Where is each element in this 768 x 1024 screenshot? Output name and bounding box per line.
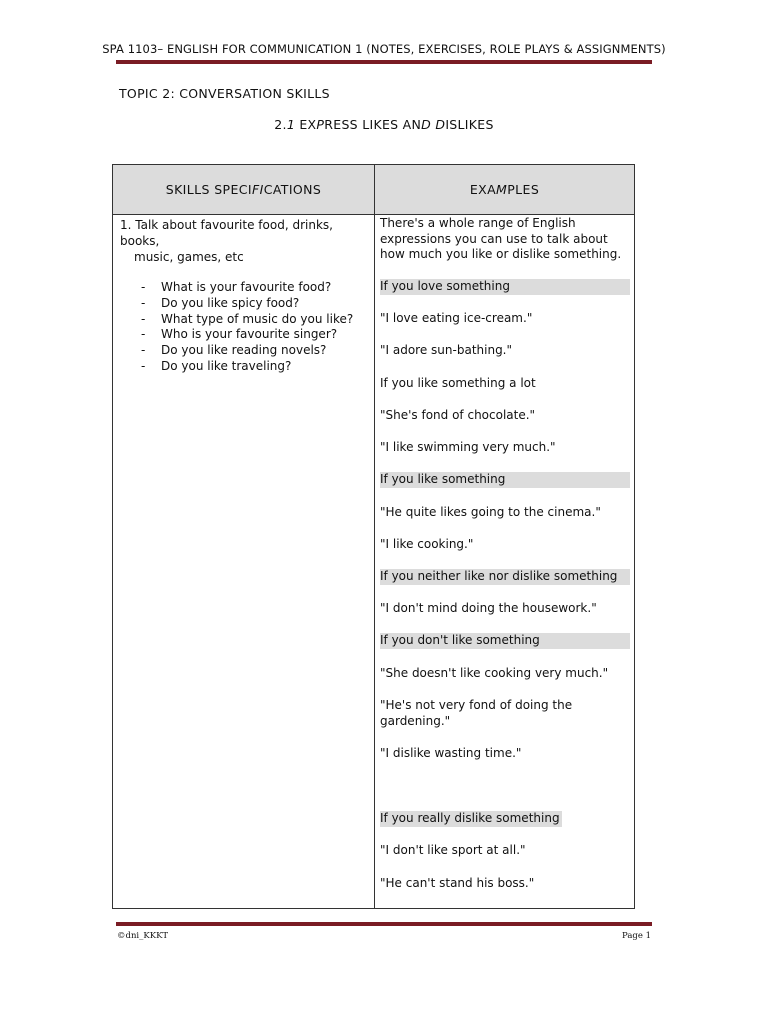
document-header: SPA 1103– ENGLISH FOR COMMUNICATION 1 (NOTES, EXERCISES, ROLE PLAYS & ASSIGNMENTS) [102,42,666,56]
list-item: - Do you like traveling? [141,359,368,375]
page-number: Page 1 [622,931,651,941]
header-rule [116,60,652,64]
love-heading: If you love something [380,279,630,295]
footer-rule [116,922,652,926]
example-text: "I love eating ice-cream." [380,311,533,325]
section-title: 2.1 EXPRESS LIKES AND DISLIKES [274,117,494,132]
like-lot-heading: If you like something a lot [380,376,536,390]
example-text: "He can't stand his boss." [380,876,535,890]
skill-line-2: music, games, etc [134,250,244,264]
list-item: - Do you like reading novels? [141,343,368,359]
example-text: "I adore sun-bathing." [380,343,513,357]
examples-header: EXAMPLES [375,165,635,215]
really-heading-wrap [380,811,630,827]
list-item: - Do you like spicy food? [141,296,368,312]
footer-copyright: ©dni_KKKT [117,931,169,941]
list-item: - What is your favourite food? [141,280,368,296]
table-header-row [113,165,635,215]
topic-title: TOPIC 2: CONVERSATION SKILLS [119,86,330,101]
example-text: "I dislike wasting time." [380,746,522,760]
skill-line-1: 1. Talk about favourite food, drinks, books, [120,218,333,248]
example-text: "I like swimming very much." [380,440,556,454]
example-text: "I don't like sport at all." [380,843,526,857]
examples-cell [375,215,635,909]
question-list [120,280,368,375]
skills-header: SKILLS SPECIFICATIONS [113,165,375,215]
example-text: "He quite likes going to the cinema." [380,505,601,519]
examples-intro: There's a whole range of English expressions you can use to talk about how much you like or dislike something. [380,216,622,261]
skills-table [112,164,635,909]
list-item: - Who is your favourite singer? [141,327,368,343]
example-text: "I like cooking." [380,537,474,551]
really-heading: If you really dislike something [380,811,560,825]
list-item: - What type of music do you like? [141,312,368,328]
example-text: "She doesn't like cooking very much." [380,666,609,680]
example-text: "She's fond of chocolate." [380,408,536,422]
skill-cell [113,215,375,909]
example-text: "I don't mind doing the housework." [380,601,597,615]
table-row [113,215,635,909]
example-text: "He's not very fond of doing the gardening." [380,698,573,728]
like-heading: If you like something [380,472,630,488]
dislike-heading: If you don't like something [380,633,630,649]
neither-heading: If you neither like nor dislike something [380,569,630,585]
